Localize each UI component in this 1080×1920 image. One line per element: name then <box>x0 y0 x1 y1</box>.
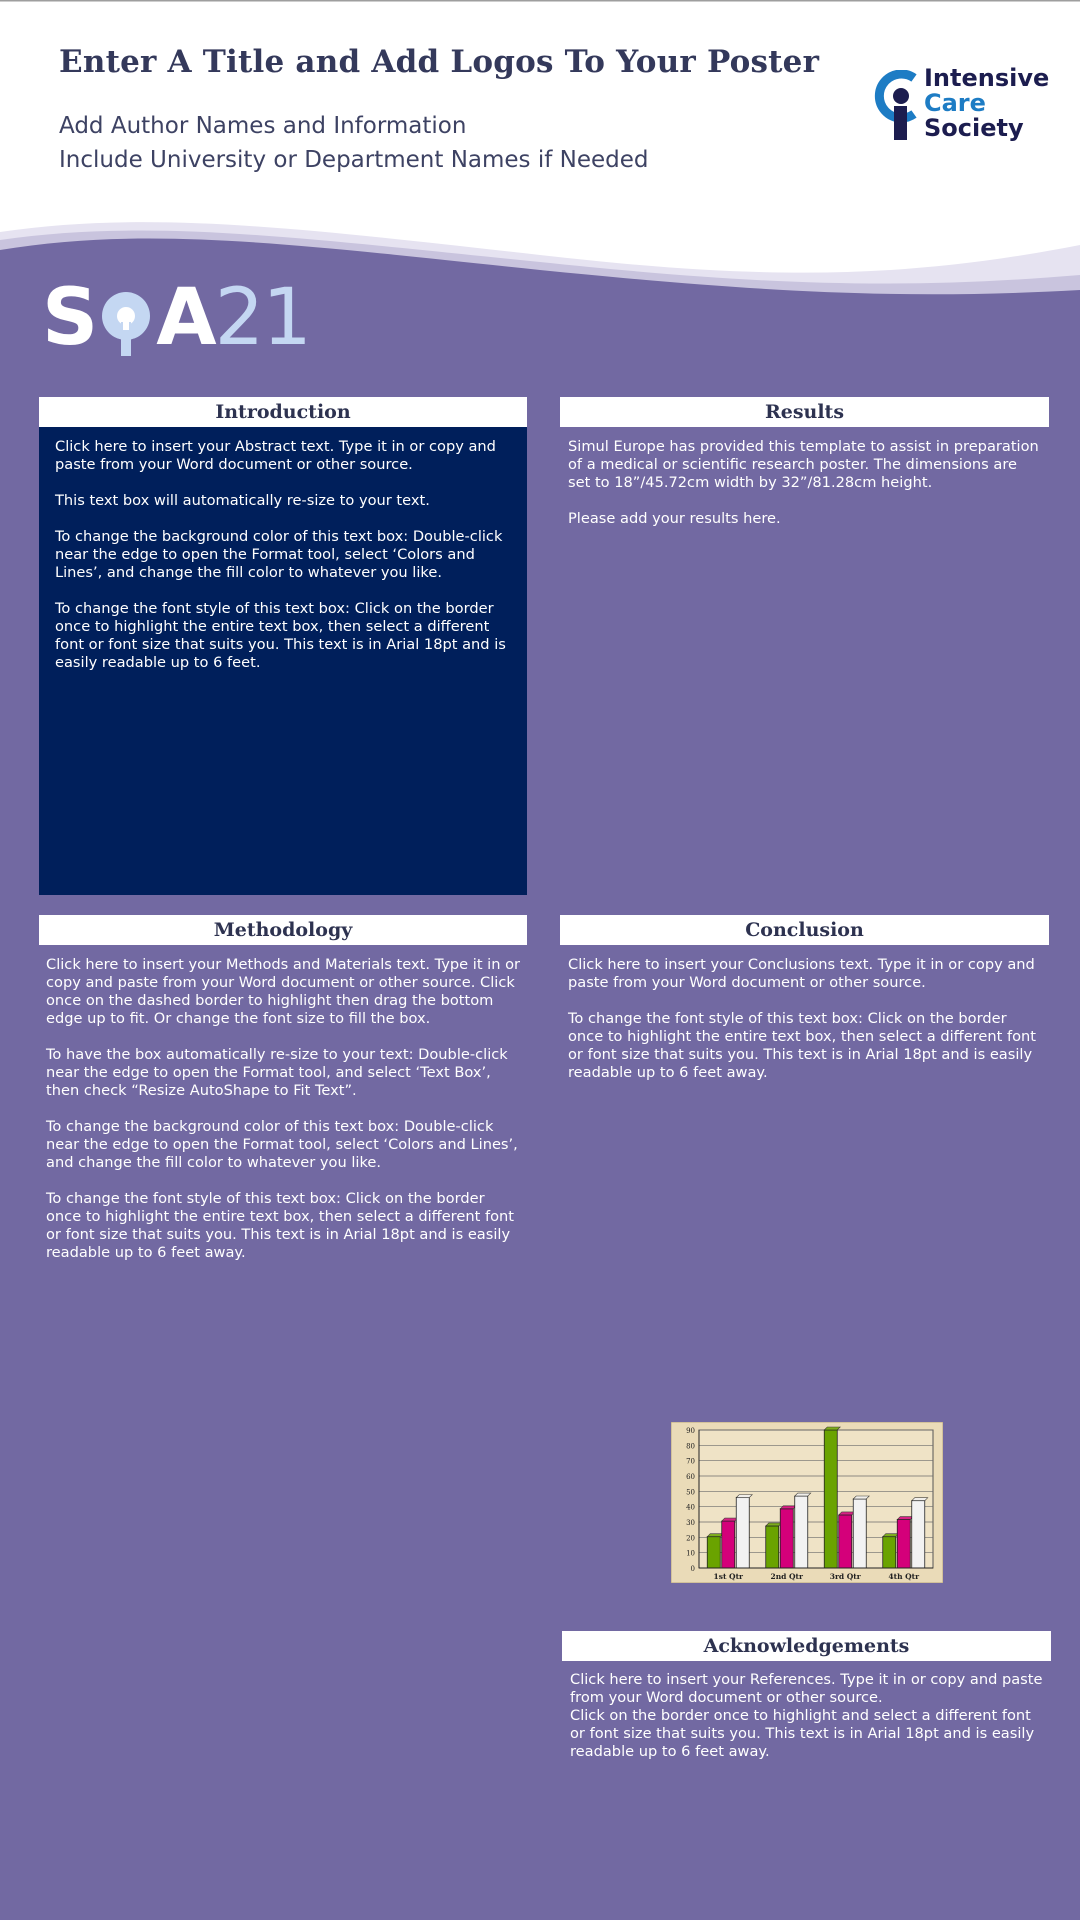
introduction-body <box>39 427 527 672</box>
y-tick-label: 70 <box>686 1457 695 1466</box>
conclusion-paragraph: Click here to insert your Conclusions text. Type it in or copy and paste from your Word document or other source. <box>568 956 1035 991</box>
ics-wordmark-line: Society <box>924 114 1024 142</box>
conclusion-text-box[interactable] <box>568 956 1042 1100</box>
introduction-paragraph: Click here to insert your Abstract text. Type it in or copy and paste from your Word document or other source. <box>55 438 496 473</box>
y-tick-label: 60 <box>686 1473 695 1481</box>
y-tick-label: 20 <box>686 1534 695 1543</box>
author-names[interactable]: Add Author Names and Information <box>59 113 467 139</box>
x-tick-label: 4th Qtr <box>888 1572 920 1581</box>
methodology-paragraph: To change the background color of this text box: Double-click near the edge to open the Format tool, select ‘Colors and Lines’, and change the fill color to whatever you like. <box>46 1118 518 1171</box>
bar-top <box>853 1496 869 1499</box>
bar-top <box>824 1427 840 1430</box>
methodology-heading: Methodology <box>39 915 527 945</box>
bar-top <box>795 1493 811 1496</box>
introduction-text-box[interactable] <box>39 427 527 895</box>
bar-top <box>780 1506 796 1509</box>
methodology-paragraph: Click here to insert your Methods and Materials text. Type it in or copy and paste from your Word document or other source. Click once on the dashed border to highlight then drag the bottom edge up to fit. Or change the font size to fill the box. <box>46 956 521 1027</box>
y-tick-label: 80 <box>686 1442 695 1451</box>
bar <box>824 1430 837 1568</box>
bar-top <box>883 1534 899 1537</box>
x-tick-label: 2nd Qtr <box>770 1572 803 1581</box>
y-tick-label: 90 <box>686 1427 695 1435</box>
bar-top <box>766 1523 782 1526</box>
y-tick-label: 50 <box>686 1488 695 1497</box>
bar-top <box>912 1498 928 1501</box>
bar <box>839 1515 852 1568</box>
bar <box>883 1537 896 1568</box>
methodology-text-box[interactable] <box>46 956 524 1280</box>
acknowledgements-text-box[interactable] <box>570 1671 1044 1761</box>
bar-top <box>897 1517 913 1520</box>
sqa-logo-letter: A <box>156 273 215 363</box>
sqa-logo-q-mark <box>96 278 156 358</box>
acknowledgements-paragraph: Click on the border once to highlight and select a different font or font size that suits you. This text is in Arial 18pt and is easily readable up to 6 feet away. <box>570 1707 1035 1760</box>
y-tick-label: 0 <box>690 1565 695 1573</box>
ics-logo-wordmark <box>924 66 1049 141</box>
introduction-paragraph: This text box will automatically re-size to your text. <box>55 492 430 509</box>
bar-top <box>722 1518 738 1521</box>
bar <box>912 1501 925 1568</box>
sqa-logo-number: 21 <box>214 273 310 363</box>
institution-names[interactable]: Include University or Department Names if Needed <box>59 147 649 173</box>
acknowledgements-paragraph: Click here to insert your References. Type it in or copy and paste from your Word document or other source. <box>570 1671 1043 1706</box>
methodology-paragraph: To have the box automatically re-size to your text: Double-click near the edge to open the Format tool, and select ‘Text Box’, then check “Resize AutoShape to Fit Text”. <box>46 1046 508 1099</box>
y-tick-label: 40 <box>686 1503 695 1512</box>
sqa21-logo <box>42 273 310 363</box>
conclusion-heading: Conclusion <box>560 915 1049 945</box>
bar <box>707 1537 720 1568</box>
bar-top <box>839 1512 855 1515</box>
x-tick-label: 3rd Qtr <box>829 1572 861 1581</box>
conclusion-paragraph: To change the font style of this text box: Click on the border once to highlight the entire text box, then select a different font or font size that suits you. This text is in Arial 18pt and is easily readable up to 6 feet away. <box>568 1010 1036 1081</box>
bar <box>736 1498 749 1568</box>
results-text-box[interactable] <box>568 438 1042 546</box>
introduction-paragraph: To change the background color of this text box: Double-click near the edge to open the Format tool, select ‘Colors and Lines’, and change the fill color to whatever you like. <box>55 528 503 581</box>
bar <box>795 1496 808 1568</box>
bar <box>766 1526 779 1568</box>
bar <box>722 1521 735 1568</box>
quarterly-bar-chart[interactable] <box>671 1422 943 1583</box>
bar-top <box>707 1534 723 1537</box>
introduction-heading: Introduction <box>39 397 527 427</box>
acknowledgements-heading: Acknowledgements <box>562 1631 1051 1661</box>
bar-chart-svg <box>671 1422 943 1583</box>
bar-top <box>736 1495 752 1498</box>
results-heading: Results <box>560 397 1049 427</box>
y-tick-label: 30 <box>686 1519 695 1527</box>
ics-logo-icon <box>874 70 920 140</box>
y-tick-label: 10 <box>686 1549 695 1558</box>
ics-wordmark-line: Care <box>924 89 986 117</box>
results-paragraph: Please add your results here. <box>568 510 781 527</box>
intensive-care-society-logo <box>874 66 1050 146</box>
introduction-paragraph: To change the font style of this text box: Click on the border once to highlight the entire text box, then select a different font or font size that suits you. This text is in Arial 18pt and is easily readable up to 6 feet. <box>55 600 506 671</box>
x-tick-label: 1st Qtr <box>713 1572 743 1581</box>
bar <box>897 1520 910 1568</box>
ics-wordmark-line: Intensive <box>924 64 1050 92</box>
bar <box>780 1509 793 1568</box>
results-paragraph: Simul Europe has provided this template to assist in preparation of a medical or scientific research poster. The dimensions are set to 18”/45.72cm width by 32”/81.28cm height. <box>568 438 1039 491</box>
poster-title[interactable]: Enter A Title and Add Logos To Your Poster <box>59 44 820 80</box>
bar <box>853 1499 866 1568</box>
sqa-logo-letter: S <box>42 273 97 363</box>
poster-header <box>0 0 1080 300</box>
methodology-paragraph: To change the font style of this text box: Click on the border once to highlight the entire text box, then select a different font or font size that suits you. This text is in Arial 18pt and is easily readable up to 6 feet away. <box>46 1190 514 1261</box>
